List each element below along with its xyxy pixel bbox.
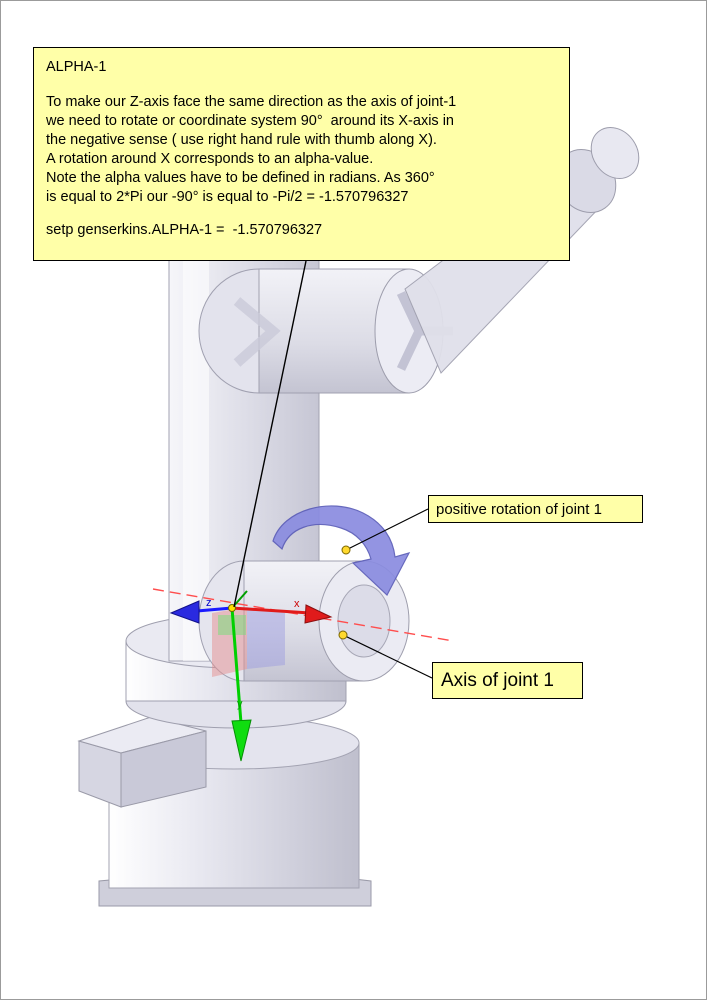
alpha-note-line-2: we need to rotate or coordinate system 90° around its X-axis in	[46, 113, 454, 129]
axis-of-joint-label: Axis of joint 1	[432, 662, 583, 699]
alpha-note-spacer	[46, 207, 557, 221]
alpha-note-command: setp genserkins.ALPHA-1 = -1.570796327	[46, 222, 323, 238]
alpha-note-line-4: A rotation around X corresponds to an alpha-value.	[46, 151, 374, 167]
positive-rotation-label: positive rotation of joint 1	[428, 495, 643, 523]
robot-base	[79, 717, 371, 906]
axis-label-z: z	[206, 597, 212, 609]
alpha-note-callout	[33, 47, 570, 261]
alpha-note-line-1: To make our Z-axis face the same direction as the axis of joint-1	[46, 94, 457, 110]
alpha-note-line-5: Note the alpha values have to be defined in radians. As 360°	[46, 170, 435, 186]
alpha-note-line-6: is equal to 2*Pi our -90° is equal to -Pi/2 = -1.570796327	[46, 189, 409, 205]
axis-label-y: y	[237, 698, 243, 710]
alpha-note-heading: ALPHA-1	[46, 59, 107, 75]
alpha-note-line-3: the negative sense ( use right hand rule with thumb along X).	[46, 132, 437, 148]
axis-label-x: x	[294, 598, 300, 610]
